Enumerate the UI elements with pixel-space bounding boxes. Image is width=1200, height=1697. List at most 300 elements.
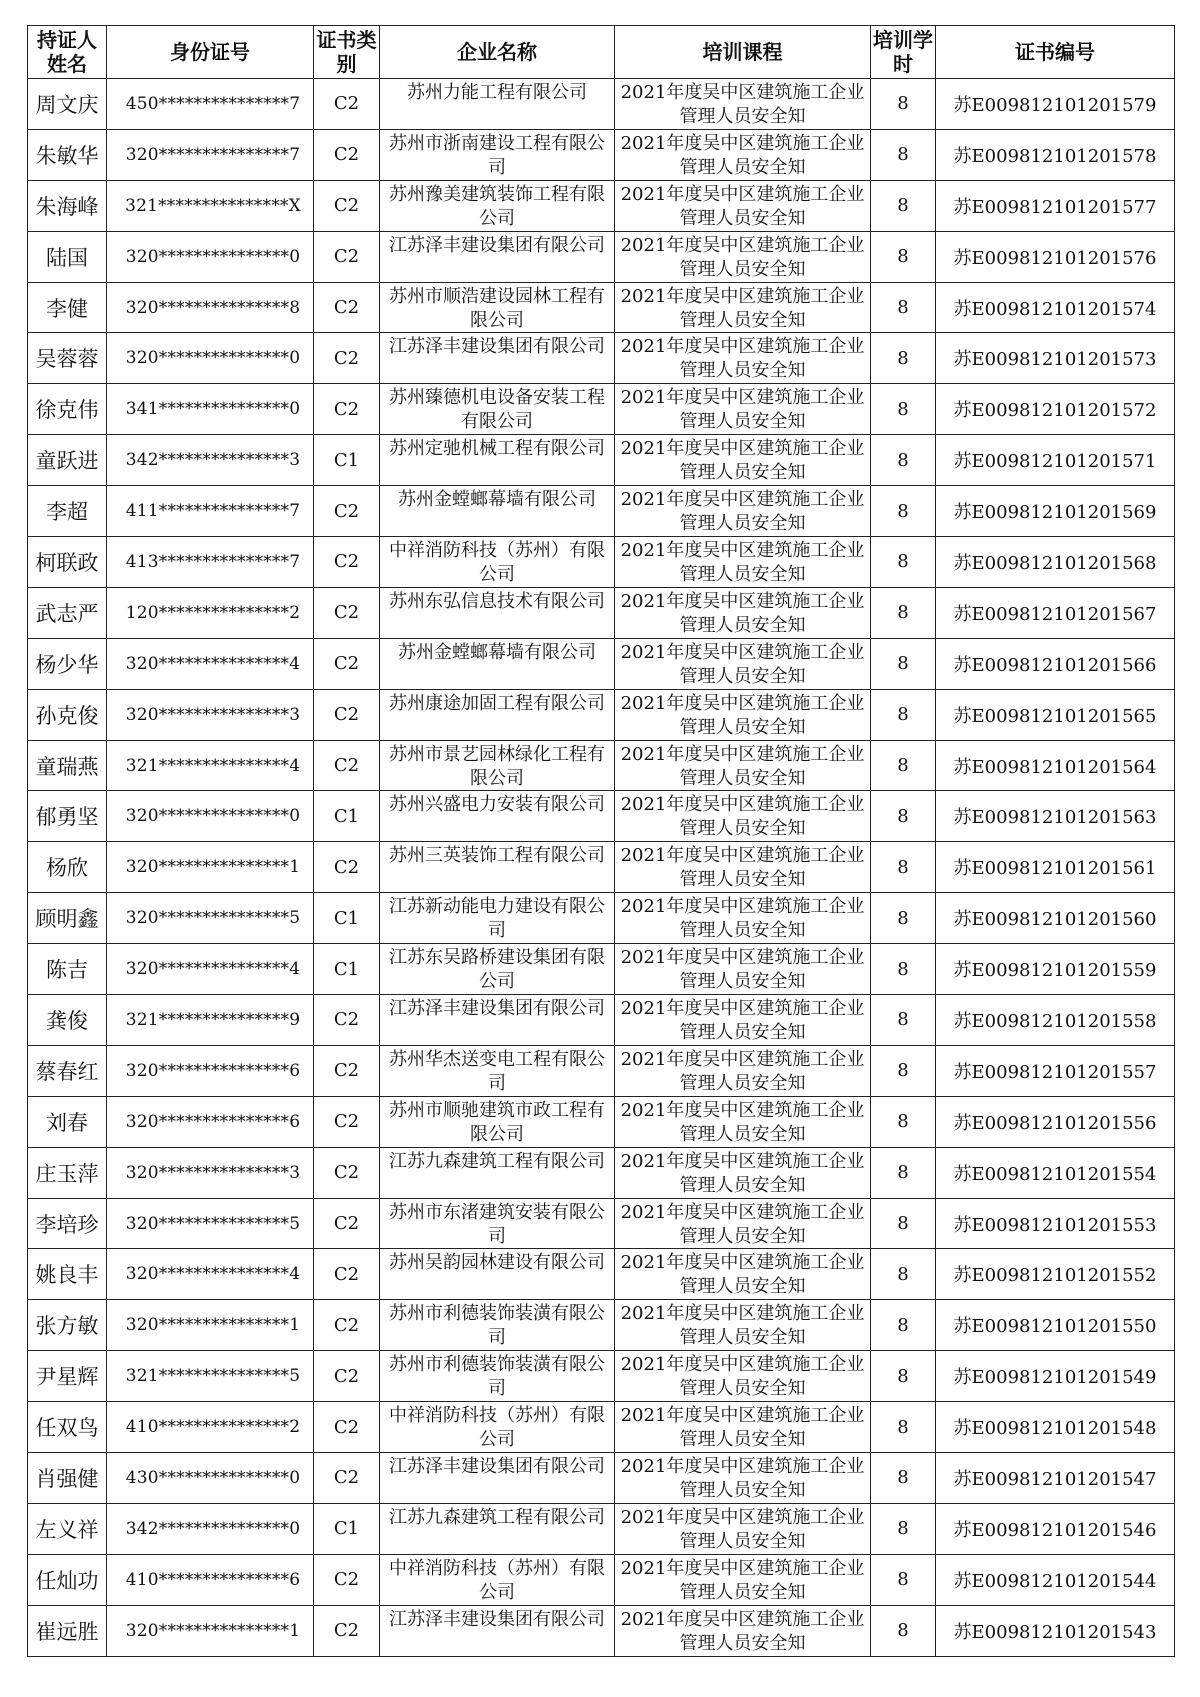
table-row [28, 791, 1175, 842]
table-row [28, 333, 1175, 384]
holder-name-cell: 李超 [28, 486, 107, 537]
company-cell-text: 苏州金螳螂幕墙有限公司 [398, 641, 596, 663]
header-course: 培训课程 [615, 26, 871, 79]
company-cell [380, 944, 615, 995]
cert-class-cell: C1 [314, 791, 380, 842]
hours-cell: 8 [871, 944, 936, 995]
cert-number-cell: 苏E009812101201569 [936, 486, 1175, 537]
hours-cell: 8 [871, 282, 936, 333]
table-row [28, 1503, 1175, 1554]
id-number-cell: 320***************1 [107, 1300, 314, 1351]
id-number-cell: 320***************3 [107, 1147, 314, 1198]
holder-name-cell: 李培珍 [28, 1198, 107, 1249]
holder-name-cell: 庄玉萍 [28, 1147, 107, 1198]
company-cell-text: 中祥消防科技（苏州）有限公司 [389, 539, 605, 585]
course-cell-text: 2021年度吴中区建筑施工企业管理人员安全知 [620, 438, 865, 484]
company-cell-text: 中祥消防科技（苏州）有限公司 [389, 1557, 605, 1603]
table-row [28, 435, 1175, 486]
course-cell-text: 2021年度吴中区建筑施工企业管理人员安全知 [620, 1405, 865, 1451]
course-cell [615, 1147, 871, 1198]
cert-number-cell: 苏E009812101201554 [936, 1147, 1175, 1198]
id-number-cell: 320***************3 [107, 689, 314, 740]
holder-name-cell: 崔远胜 [28, 1605, 107, 1656]
hours-cell: 8 [871, 1249, 936, 1300]
hours-cell: 8 [871, 791, 936, 842]
cert-number-cell: 苏E009812101201549 [936, 1351, 1175, 1402]
id-number-cell: 320***************0 [107, 791, 314, 842]
hours-cell: 8 [871, 1453, 936, 1504]
course-cell [615, 129, 871, 180]
holder-name-cell: 童跃进 [28, 435, 107, 486]
course-cell [615, 180, 871, 231]
course-cell [615, 1402, 871, 1453]
table-row [28, 79, 1175, 130]
company-cell [380, 587, 615, 638]
table-row [28, 1605, 1175, 1656]
holder-name-cell: 朱海峰 [28, 180, 107, 231]
hours-cell: 8 [871, 1351, 936, 1402]
header-cert-class: 证书类别 [314, 26, 380, 79]
company-cell-text: 江苏新动能电力建设有限公司 [389, 896, 605, 942]
company-cell [380, 1402, 615, 1453]
cert-number-cell: 苏E009812101201564 [936, 740, 1175, 791]
id-number-cell: 342***************3 [107, 435, 314, 486]
course-cell [615, 842, 871, 893]
course-cell-text: 2021年度吴中区建筑施工企业管理人员安全知 [620, 845, 865, 891]
cert-number-cell: 苏E009812101201578 [936, 129, 1175, 180]
table-body [28, 79, 1175, 1657]
hours-cell: 8 [871, 231, 936, 282]
company-cell-text: 苏州吴韵园林建设有限公司 [389, 1252, 605, 1274]
cert-class-cell: C2 [314, 1147, 380, 1198]
company-cell [380, 1503, 615, 1554]
cert-number-cell: 苏E009812101201568 [936, 537, 1175, 588]
cert-class-cell: C2 [314, 689, 380, 740]
holder-name-cell: 柯联政 [28, 537, 107, 588]
holder-name-cell: 龚俊 [28, 995, 107, 1046]
holder-name-cell: 吴蓉蓉 [28, 333, 107, 384]
table-row [28, 1096, 1175, 1147]
course-cell-text: 2021年度吴中区建筑施工企业管理人员安全知 [620, 1048, 865, 1094]
hours-cell: 8 [871, 1198, 936, 1249]
company-cell-text: 苏州市顺浩建设园林工程有限公司 [389, 285, 605, 331]
hours-cell: 8 [871, 486, 936, 537]
cert-class-cell: C2 [314, 537, 380, 588]
company-cell [380, 435, 615, 486]
hours-cell: 8 [871, 842, 936, 893]
id-number-cell: 450***************7 [107, 79, 314, 130]
holder-name-cell: 郁勇坚 [28, 791, 107, 842]
company-cell [380, 1300, 615, 1351]
course-cell-text: 2021年度吴中区建筑施工企业管理人员安全知 [620, 896, 865, 942]
course-cell [615, 486, 871, 537]
course-cell [615, 231, 871, 282]
course-cell [615, 1554, 871, 1605]
holder-name-cell: 孙克俊 [28, 689, 107, 740]
company-cell-text: 江苏泽丰建设集团有限公司 [389, 1455, 605, 1477]
cert-number-cell: 苏E009812101201571 [936, 435, 1175, 486]
hours-cell: 8 [871, 384, 936, 435]
table-row [28, 944, 1175, 995]
company-cell [380, 1453, 615, 1504]
company-cell [380, 1096, 615, 1147]
course-cell [615, 893, 871, 944]
table-row [28, 384, 1175, 435]
course-cell-text: 2021年度吴中区建筑施工企业管理人员安全知 [620, 81, 865, 127]
id-number-cell: 320***************5 [107, 1198, 314, 1249]
course-cell [615, 1045, 871, 1096]
course-cell-text: 2021年度吴中区建筑施工企业管理人员安全知 [620, 590, 865, 636]
cert-number-cell: 苏E009812101201566 [936, 638, 1175, 689]
cert-number-cell: 苏E009812101201565 [936, 689, 1175, 740]
company-cell-text: 苏州市利德装饰装潢有限公司 [389, 1303, 605, 1349]
certificate-table [27, 25, 1175, 1657]
table-row [28, 740, 1175, 791]
company-cell-text: 苏州力能工程有限公司 [407, 81, 587, 103]
cert-class-cell: C1 [314, 893, 380, 944]
cert-class-cell: C2 [314, 1605, 380, 1656]
id-number-cell: 320***************7 [107, 129, 314, 180]
course-cell-text: 2021年度吴中区建筑施工企业管理人员安全知 [620, 1099, 865, 1145]
company-cell [380, 893, 615, 944]
course-cell-text: 2021年度吴中区建筑施工企业管理人员安全知 [620, 132, 865, 178]
course-cell [615, 689, 871, 740]
company-cell-text: 江苏泽丰建设集团有限公司 [389, 234, 605, 256]
id-number-cell: 320***************6 [107, 1096, 314, 1147]
table-row [28, 1045, 1175, 1096]
holder-name-cell: 朱敏华 [28, 129, 107, 180]
table-row [28, 537, 1175, 588]
company-cell-text: 苏州康途加固工程有限公司 [389, 692, 605, 714]
hours-cell: 8 [871, 180, 936, 231]
holder-name-cell: 肖强健 [28, 1453, 107, 1504]
course-cell-text: 2021年度吴中区建筑施工企业管理人员安全知 [620, 1455, 865, 1501]
cert-number-cell: 苏E009812101201552 [936, 1249, 1175, 1300]
company-cell [380, 1045, 615, 1096]
company-cell-text: 苏州华杰送变电工程有限公司 [389, 1048, 605, 1094]
cert-number-cell: 苏E009812101201558 [936, 995, 1175, 1046]
course-cell [615, 791, 871, 842]
table-row [28, 180, 1175, 231]
course-cell [615, 1605, 871, 1656]
hours-cell: 8 [871, 537, 936, 588]
company-cell-text: 江苏泽丰建设集团有限公司 [389, 1608, 605, 1630]
course-cell-text: 2021年度吴中区建筑施工企业管理人员安全知 [620, 997, 865, 1043]
header-id-number: 身份证号 [107, 26, 314, 79]
hours-cell: 8 [871, 1300, 936, 1351]
table-row [28, 1198, 1175, 1249]
table-row [28, 1300, 1175, 1351]
table-row [28, 689, 1175, 740]
course-cell-text: 2021年度吴中区建筑施工企业管理人员安全知 [620, 641, 865, 687]
holder-name-cell: 任灿功 [28, 1554, 107, 1605]
course-cell [615, 587, 871, 638]
hours-cell: 8 [871, 129, 936, 180]
holder-name-cell: 张方敏 [28, 1300, 107, 1351]
company-cell-text: 江苏泽丰建设集团有限公司 [389, 336, 605, 358]
id-number-cell: 320***************6 [107, 1045, 314, 1096]
table-row [28, 1147, 1175, 1198]
table-row [28, 486, 1175, 537]
hours-cell: 8 [871, 1147, 936, 1198]
table-row [28, 1554, 1175, 1605]
cert-class-cell: C2 [314, 486, 380, 537]
cert-number-cell: 苏E009812101201576 [936, 231, 1175, 282]
cert-class-cell: C2 [314, 129, 380, 180]
hours-cell: 8 [871, 638, 936, 689]
company-cell [380, 79, 615, 130]
table-row [28, 1453, 1175, 1504]
course-cell-text: 2021年度吴中区建筑施工企业管理人员安全知 [620, 387, 865, 433]
company-cell [380, 180, 615, 231]
holder-name-cell: 刘春 [28, 1096, 107, 1147]
cert-class-cell: C2 [314, 180, 380, 231]
course-cell-text: 2021年度吴中区建筑施工企业管理人员安全知 [620, 1303, 865, 1349]
cert-number-cell: 苏E009812101201543 [936, 1605, 1175, 1656]
id-number-cell: 410***************6 [107, 1554, 314, 1605]
holder-name-cell: 尹星辉 [28, 1351, 107, 1402]
course-cell [615, 282, 871, 333]
course-cell [615, 1096, 871, 1147]
course-cell [615, 1198, 871, 1249]
course-cell [615, 1503, 871, 1554]
cert-number-cell: 苏E009812101201577 [936, 180, 1175, 231]
course-cell-text: 2021年度吴中区建筑施工企业管理人员安全知 [620, 1150, 865, 1196]
company-cell-text: 苏州臻德机电设备安装工程有限公司 [389, 387, 605, 433]
cert-class-cell: C1 [314, 435, 380, 486]
table-row [28, 995, 1175, 1046]
company-cell [380, 486, 615, 537]
cert-class-cell: C2 [314, 1249, 380, 1300]
course-cell [615, 79, 871, 130]
company-cell-text: 苏州东弘信息技术有限公司 [389, 590, 605, 612]
header-row [28, 26, 1175, 79]
course-cell [615, 333, 871, 384]
course-cell [615, 435, 871, 486]
cert-number-cell: 苏E009812101201556 [936, 1096, 1175, 1147]
cert-class-cell: C2 [314, 1402, 380, 1453]
cert-number-cell: 苏E009812101201574 [936, 282, 1175, 333]
id-number-cell: 320***************4 [107, 638, 314, 689]
table-row [28, 587, 1175, 638]
id-number-cell: 320***************1 [107, 1605, 314, 1656]
company-cell [380, 129, 615, 180]
id-number-cell: 411***************7 [107, 486, 314, 537]
hours-cell: 8 [871, 1045, 936, 1096]
id-number-cell: 320***************8 [107, 282, 314, 333]
course-cell-text: 2021年度吴中区建筑施工企业管理人员安全知 [620, 1557, 865, 1603]
course-cell [615, 537, 871, 588]
course-cell [615, 638, 871, 689]
company-cell [380, 231, 615, 282]
id-number-cell: 430***************0 [107, 1453, 314, 1504]
cert-number-cell: 苏E009812101201544 [936, 1554, 1175, 1605]
cert-number-cell: 苏E009812101201559 [936, 944, 1175, 995]
cert-class-cell: C2 [314, 1453, 380, 1504]
hours-cell: 8 [871, 1503, 936, 1554]
course-cell-text: 2021年度吴中区建筑施工企业管理人员安全知 [620, 947, 865, 993]
company-cell [380, 638, 615, 689]
cert-class-cell: C2 [314, 333, 380, 384]
id-number-cell: 341***************0 [107, 384, 314, 435]
hours-cell: 8 [871, 1554, 936, 1605]
company-cell-text: 江苏九森建筑工程有限公司 [389, 1150, 605, 1172]
id-number-cell: 120***************2 [107, 587, 314, 638]
hours-cell: 8 [871, 587, 936, 638]
holder-name-cell: 徐克伟 [28, 384, 107, 435]
company-cell-text: 苏州市利德装饰装潢有限公司 [389, 1354, 605, 1400]
hours-cell: 8 [871, 1096, 936, 1147]
id-number-cell: 320***************0 [107, 231, 314, 282]
table-row [28, 1351, 1175, 1402]
id-number-cell: 410***************2 [107, 1402, 314, 1453]
course-cell-text: 2021年度吴中区建筑施工企业管理人员安全知 [620, 1201, 865, 1247]
cert-class-cell: C2 [314, 384, 380, 435]
table-row [28, 1249, 1175, 1300]
company-cell [380, 282, 615, 333]
cert-number-cell: 苏E009812101201572 [936, 384, 1175, 435]
cert-number-cell: 苏E009812101201546 [936, 1503, 1175, 1554]
cert-number-cell: 苏E009812101201560 [936, 893, 1175, 944]
holder-name-cell: 武志严 [28, 587, 107, 638]
company-cell-text: 苏州定驰机械工程有限公司 [389, 438, 605, 460]
holder-name-cell: 蔡春红 [28, 1045, 107, 1096]
cert-number-cell: 苏E009812101201548 [936, 1402, 1175, 1453]
course-cell [615, 384, 871, 435]
cert-class-cell: C2 [314, 842, 380, 893]
hours-cell: 8 [871, 1402, 936, 1453]
course-cell-text: 2021年度吴中区建筑施工企业管理人员安全知 [620, 234, 865, 280]
holder-name-cell: 陆国 [28, 231, 107, 282]
course-cell-text: 2021年度吴中区建筑施工企业管理人员安全知 [620, 489, 865, 535]
course-cell [615, 1351, 871, 1402]
holder-name-cell: 左义祥 [28, 1503, 107, 1554]
company-cell-text: 苏州市顺驰建筑市政工程有限公司 [389, 1099, 605, 1145]
hours-cell: 8 [871, 333, 936, 384]
cert-class-cell: C2 [314, 231, 380, 282]
id-number-cell: 320***************4 [107, 944, 314, 995]
company-cell-text: 江苏九森建筑工程有限公司 [389, 1506, 605, 1528]
company-cell-text: 苏州市东渚建筑安装有限公司 [389, 1201, 605, 1247]
company-cell [380, 1198, 615, 1249]
company-cell [380, 1147, 615, 1198]
holder-name-cell: 李健 [28, 282, 107, 333]
course-cell-text: 2021年度吴中区建筑施工企业管理人员安全知 [620, 1608, 865, 1654]
company-cell [380, 842, 615, 893]
course-cell [615, 944, 871, 995]
header-hours: 培训学时 [871, 26, 936, 79]
course-cell-text: 2021年度吴中区建筑施工企业管理人员安全知 [620, 183, 865, 229]
cert-class-cell: C2 [314, 995, 380, 1046]
hours-cell: 8 [871, 1605, 936, 1656]
company-cell-text: 江苏泽丰建设集团有限公司 [389, 997, 605, 1019]
company-cell-text: 苏州兴盛电力安装有限公司 [389, 794, 605, 816]
cert-class-cell: C1 [314, 1503, 380, 1554]
company-cell [380, 1351, 615, 1402]
table-row [28, 129, 1175, 180]
cert-class-cell: C2 [314, 1045, 380, 1096]
cert-class-cell: C2 [314, 638, 380, 689]
company-cell [380, 333, 615, 384]
table-row [28, 282, 1175, 333]
cert-class-cell: C2 [314, 1351, 380, 1402]
table-row [28, 893, 1175, 944]
id-number-cell: 320***************1 [107, 842, 314, 893]
id-number-cell: 413***************7 [107, 537, 314, 588]
company-cell-text: 苏州三英装饰工程有限公司 [389, 845, 605, 867]
table-row [28, 1402, 1175, 1453]
hours-cell: 8 [871, 740, 936, 791]
id-number-cell: 342***************0 [107, 1503, 314, 1554]
company-cell [380, 384, 615, 435]
course-cell [615, 1300, 871, 1351]
id-number-cell: 320***************5 [107, 893, 314, 944]
company-cell-text: 苏州市浙南建设工程有限公司 [389, 132, 605, 178]
holder-name-cell: 杨少华 [28, 638, 107, 689]
company-cell [380, 689, 615, 740]
cert-class-cell: C2 [314, 282, 380, 333]
cert-number-cell: 苏E009812101201553 [936, 1198, 1175, 1249]
cert-class-cell: C2 [314, 1198, 380, 1249]
cert-number-cell: 苏E009812101201567 [936, 587, 1175, 638]
cert-class-cell: C2 [314, 1554, 380, 1605]
cert-class-cell: C2 [314, 740, 380, 791]
holder-name-cell: 童瑞燕 [28, 740, 107, 791]
holder-name-cell: 陈吉 [28, 944, 107, 995]
id-number-cell: 321***************5 [107, 1351, 314, 1402]
course-cell-text: 2021年度吴中区建筑施工企业管理人员安全知 [620, 1354, 865, 1400]
course-cell-text: 2021年度吴中区建筑施工企业管理人员安全知 [620, 794, 865, 840]
hours-cell: 8 [871, 79, 936, 130]
company-cell [380, 1249, 615, 1300]
course-cell [615, 995, 871, 1046]
table-row [28, 638, 1175, 689]
company-cell-text: 中祥消防科技（苏州）有限公司 [389, 1405, 605, 1451]
cert-number-cell: 苏E009812101201579 [936, 79, 1175, 130]
company-cell-text: 苏州豫美建筑装饰工程有限公司 [389, 183, 605, 229]
hours-cell: 8 [871, 995, 936, 1046]
id-number-cell: 321***************9 [107, 995, 314, 1046]
cert-class-cell: C2 [314, 587, 380, 638]
cert-class-cell: C2 [314, 79, 380, 130]
course-cell-text: 2021年度吴中区建筑施工企业管理人员安全知 [620, 539, 865, 585]
table-row [28, 842, 1175, 893]
course-cell [615, 1249, 871, 1300]
table-row [28, 231, 1175, 282]
course-cell-text: 2021年度吴中区建筑施工企业管理人员安全知 [620, 692, 865, 738]
course-cell-text: 2021年度吴中区建筑施工企业管理人员安全知 [620, 336, 865, 382]
company-cell [380, 1605, 615, 1656]
cert-class-cell: C2 [314, 1300, 380, 1351]
cert-class-cell: C2 [314, 1096, 380, 1147]
cert-number-cell: 苏E009812101201550 [936, 1300, 1175, 1351]
course-cell-text: 2021年度吴中区建筑施工企业管理人员安全知 [620, 1252, 865, 1298]
company-cell [380, 740, 615, 791]
hours-cell: 8 [871, 435, 936, 486]
company-cell [380, 995, 615, 1046]
course-cell-text: 2021年度吴中区建筑施工企业管理人员安全知 [620, 743, 865, 789]
holder-name-cell: 任双鸟 [28, 1402, 107, 1453]
cert-number-cell: 苏E009812101201547 [936, 1453, 1175, 1504]
company-cell [380, 1554, 615, 1605]
course-cell-text: 2021年度吴中区建筑施工企业管理人员安全知 [620, 285, 865, 331]
id-number-cell: 321***************X [107, 180, 314, 231]
holder-name-cell: 姚良丰 [28, 1249, 107, 1300]
holder-name-cell: 周文庆 [28, 79, 107, 130]
id-number-cell: 321***************4 [107, 740, 314, 791]
holder-name-cell: 杨欣 [28, 842, 107, 893]
cert-number-cell: 苏E009812101201573 [936, 333, 1175, 384]
